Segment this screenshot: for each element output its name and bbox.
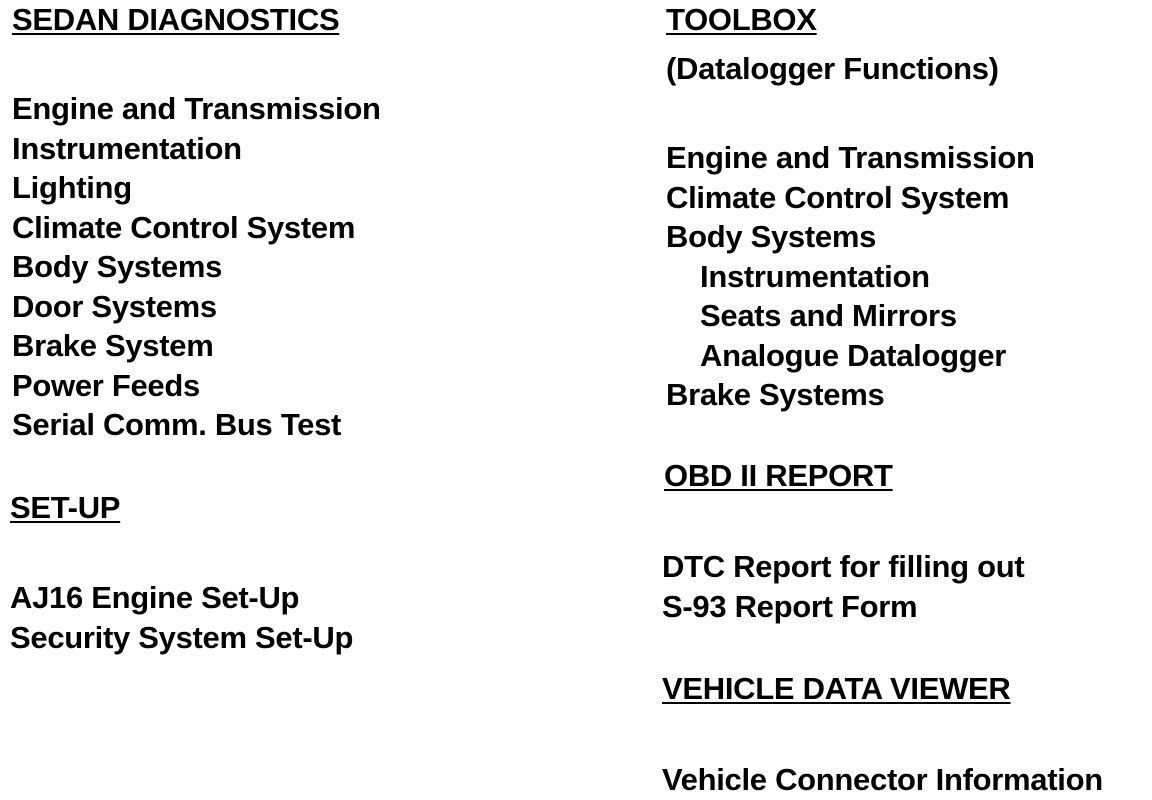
toolbox-item-analogue-datalogger[interactable]: Analogue Datalogger	[700, 337, 1007, 373]
menu-item-serial-comm-bus-test[interactable]: Serial Comm. Bus Test	[12, 407, 342, 442]
toolbox-item-engine-and-transmission[interactable]: Engine and Transmission	[666, 140, 1035, 175]
obd-item-dtc-report[interactable]: DTC Report for filling out	[662, 549, 1025, 584]
toolbox-menu	[666, 138, 1035, 415]
menu-item-instrumentation[interactable]: Instrumentation	[12, 130, 242, 166]
menu-item-power-feeds[interactable]: Power Feeds	[12, 367, 200, 403]
toolbox-subheading: (Datalogger Functions)	[666, 51, 999, 86]
toolbox-heading: TOOLBOX	[666, 2, 817, 37]
menu-item-aj16-engine-setup[interactable]: AJ16 Engine Set-Up	[10, 580, 300, 615]
obd-item-s93-report-form[interactable]: S-93 Report Form	[662, 588, 918, 624]
setup-menu	[10, 578, 353, 657]
sedan-diagnostics-heading: SEDAN DIAGNOSTICS	[12, 2, 340, 37]
menu-item-brake-system[interactable]: Brake System	[12, 328, 214, 363]
obd-report-heading: OBD II REPORT	[664, 458, 893, 493]
obd-report-menu	[662, 547, 1024, 626]
right-column	[662, 0, 1150, 798]
menu-item-engine-and-transmission[interactable]: Engine and Transmission	[12, 91, 381, 126]
toolbox-item-instrumentation[interactable]: Instrumentation	[700, 258, 930, 294]
menu-item-lighting[interactable]: Lighting	[12, 170, 132, 205]
vehicle-data-viewer-heading: VEHICLE DATA VIEWER	[662, 671, 1011, 706]
sedan-diagnostics-menu	[12, 89, 381, 445]
menu-item-door-systems[interactable]: Door Systems	[12, 288, 217, 324]
toolbox-item-climate-control-system[interactable]: Climate Control System	[666, 179, 1010, 215]
toolbox-item-brake-systems[interactable]: Brake Systems	[666, 377, 885, 412]
toolbox-item-body-systems[interactable]: Body Systems	[666, 219, 877, 254]
viewer-item-vehicle-connector-information[interactable]: Vehicle Connector Information	[662, 762, 1103, 797]
setup-heading: SET-UP	[10, 490, 121, 525]
vehicle-data-viewer-menu	[662, 760, 1103, 800]
menu-item-climate-control-system[interactable]: Climate Control System	[12, 209, 356, 245]
left-column	[10, 0, 630, 798]
toolbox-item-seats-and-mirrors[interactable]: Seats and Mirrors	[700, 298, 957, 333]
menu-item-security-system-setup[interactable]: Security System Set-Up	[10, 619, 354, 655]
menu-item-body-systems[interactable]: Body Systems	[12, 249, 223, 284]
